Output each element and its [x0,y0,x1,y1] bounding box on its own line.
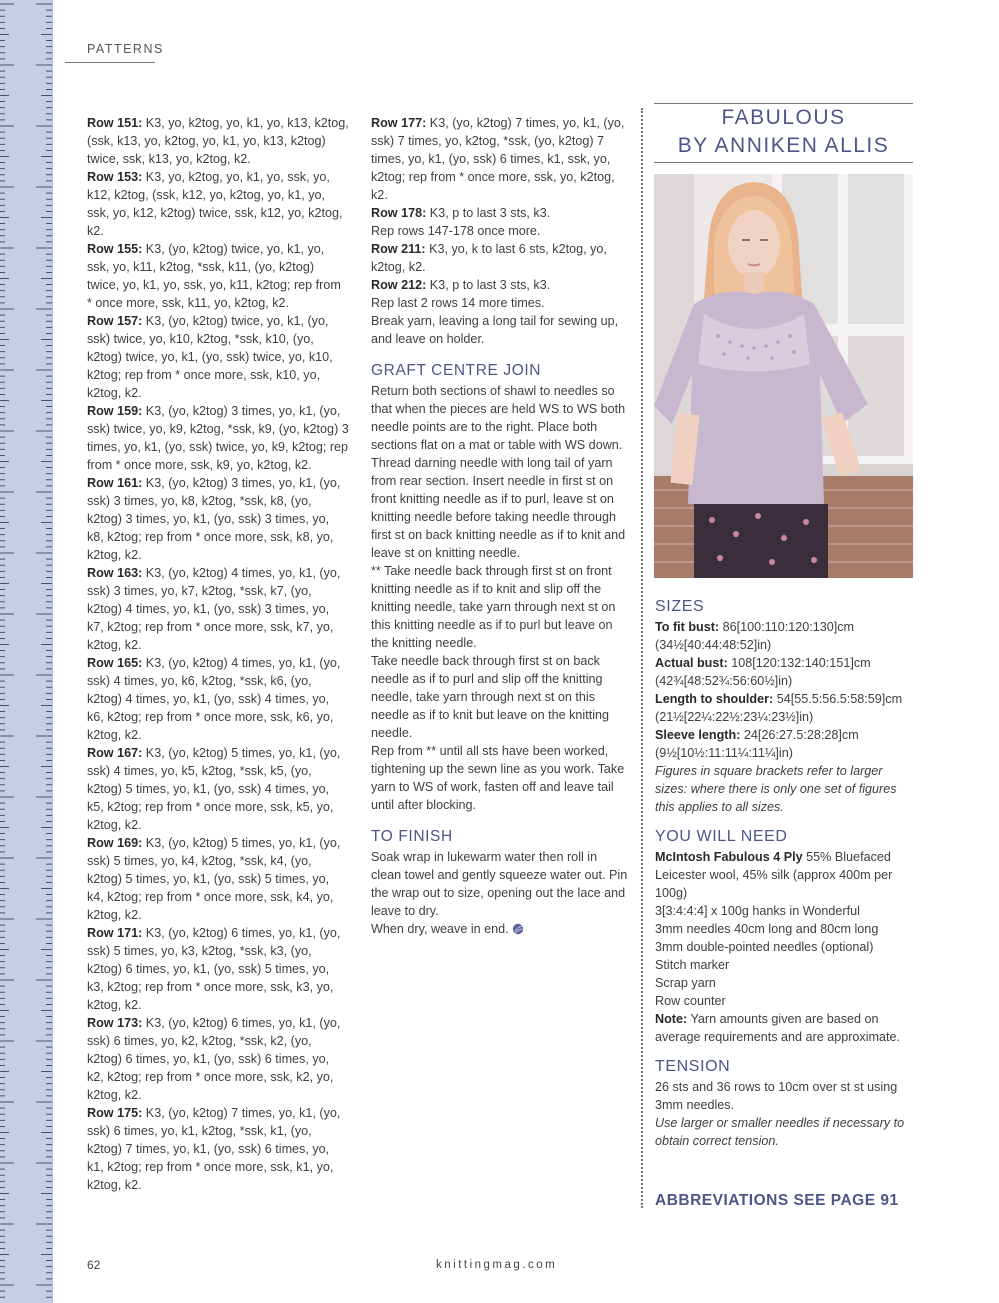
material-item: 3mm needles 40cm long and 80cm long [655,922,879,936]
pattern-row: Row 157: K3, (yo, k2tog) twice, yo, k1, (yo, ssk) twice, yo, k10, k2tog, *ssk, k10, (yo, k2tog) twice, yo, k1, (yo, ssk) twice, yo, k10, k2tog; rep from * once more, ssk, k10, yo, k2tog, k2. [87,314,333,400]
pattern-row: Row 151: K3, yo, k2tog, yo, k1, yo, k13, k2tog, (ssk, k13, yo, k2tog, yo, k1, yo, k13, k2tog) twice, ssk, k13, yo, k2tog, k2. [87,116,349,166]
pattern-row: Row 167: K3, (yo, k2tog) 5 times, yo, k1, (yo, ssk) 4 times, yo, k5, k2tog, *ssk, k5, (yo, k2tog) 5 times, yo, k1, (yo, ssk) 4 times, yo, k5, k2tog; rep from * once more, ssk, k5, yo, k2tog, k2. [87,746,341,832]
pattern-row: Row 211: K3, yo, k to last 6 sts, k2tog, yo, k2tog, k2. [371,242,607,274]
pattern-row: Row 212: K3, p to last 3 sts, k3. [371,278,551,292]
ruler-ticks [0,0,52,1303]
ruler-strip [0,0,53,1303]
pattern-row: Row 175: K3, (yo, k2tog) 7 times, yo, k1, (yo, ssk) 6 times, yo, k1, k2tog, *ssk, k1, (yo, k2tog) 7 times, yo, k1, (yo, ssk) 6 times, yo, k1, k2tog; rep from * once more, ssk, k1, yo, k2tog, k2. [87,1106,341,1192]
finish-heading: TO FINISH [371,828,453,845]
pattern-row: Break yarn, leaving a long tail for sewing up, and leave on holder. [371,314,619,346]
tension-note: Use larger or smaller needles if necessary to obtain correct tension. [655,1116,905,1148]
pattern-row: Row 153: K3, yo, k2tog, yo, k1, yo, ssk, yo, k12, k2tog, (ssk, k12, yo, k2tog, yo, k1, yo, ssk, yo, k12, k2tog) twice, ssk, k12, yo, k2tog, k2. [87,170,343,238]
column-divider [641,108,643,1208]
pattern-row: Row 159: K3, (yo, k2tog) 3 times, yo, k1, (yo, ssk) twice, yo, k9, k2tog, *ssk, k9, (yo, k2tog) 3 times, yo, k1, (yo, ssk) twice, yo, k9, k2tog; rep from * once more, ssk, k9, yo, k2tog, k2. [87,404,349,472]
pattern-row: Row 169: K3, (yo, k2tog) 5 times, yo, k1, (yo, ssk) 5 times, yo, k4, k2tog, *ssk, k4, (yo, k2tog) 5 times, yo, k1, (yo, ssk) 5 times, yo, k4, k2tog; rep from * once more, ssk, k4, yo, k2tog, k2. [87,836,341,922]
pattern-row: Row 178: K3, p to last 3 sts, k3. [371,206,551,220]
material-item: Scrap yarn [655,976,716,990]
page-number: 62 [87,1258,101,1272]
pattern-row: Row 177: K3, (yo, k2tog) 7 times, yo, k1, (yo, ssk) 7 times, yo, k2tog, *ssk, (yo, k2tog) 7 times, yo, k1, (yo, ssk) 6 times, k1, ssk, yo, k2tog; rep from * once more, ssk, yo, k2tog, k2. [371,116,625,202]
site-url: knittingmag.com [436,1259,558,1271]
materials-note: Note: Yarn amounts given are based on average requirements and are approximate. [655,1012,901,1044]
graft-paragraph: ** Take needle back through first st on front knitting needle as if to knit and slip off the knitting needle, take yarn through next st on this knitting needle as if to purl but leave on the knitting needle. [371,564,616,650]
section-rule [65,62,155,63]
graft-heading: GRAFT CENTRE JOIN [371,362,542,379]
sizes-heading: SIZES [655,598,705,615]
sizes-note: Figures in square brackets refer to larger sizes: where there is only one set of figures this applies to all sizes. [655,764,897,814]
title-rule [654,162,913,163]
designer-byline: BY ANNIKEN ALLIS [677,134,890,157]
graft-paragraph: Rep from ** until all sts have been worked, tightening up the sewn line as you work. Take yarn to WS of work, fasten off and leave tail until after blocking. [371,744,625,812]
material-item: 3mm double-pointed needles (optional) [655,940,874,954]
material-item: Stitch marker [655,958,730,972]
pattern-title: FABULOUS [721,106,846,129]
pattern-row: Row 163: K3, (yo, k2tog) 4 times, yo, k1, (yo, ssk) 3 times, yo, k7, k2tog, *ssk, k7, (yo, k2tog) 4 times, yo, k1, (yo, ssk) 3 times, yo, k7, k2tog; rep from * once more, ssk, k7, yo, k2tog, k2. [87,566,341,652]
materials-heading: YOU WILL NEED [655,828,788,845]
abbreviations-reference: ABBREVIATIONS SEE PAGE 91 [655,1192,899,1209]
size-line: Length to shoulder: 54[55.5:56.5:58:59]cm (21½[22¼:22½:23¼:23½]in) [655,692,903,724]
pattern-row: Rep rows 147-178 once more. [371,224,541,238]
graft-paragraph: Take needle back through first st on back needle as if to purl and slip off the knitting needle, take yarn through next st on this needle as if to knit but leave on the knitting needle. [371,654,610,740]
model-photo-illustration [654,174,913,578]
pattern-row: Row 155: K3, (yo, k2tog) twice, yo, k1, yo, ssk, yo, k11, k2tog, *ssk, k11, (yo, k2tog) twice, yo, k1, yo, ssk, yo, k11, k2tog; rep from * once more, ssk, k11, yo, k2tog, k2. [87,242,341,310]
section-label: PATTERNS [87,42,164,56]
pattern-row: Row 161: K3, (yo, k2tog) 3 times, yo, k1, (yo, ssk) 3 times, yo, k8, k2tog, *ssk, k8, (yo, k2tog) 3 times, yo, k1, (yo, ssk) 3 times, yo, k8, k2tog; rep from * once more, ssk, k8, yo, k2tog, k2. [87,476,341,562]
material-item: Row counter [655,994,726,1008]
graft-paragraph: Return both sections of shawl to needles so that when the pieces are held WS to WS both needle points are to the right. Place both sections flat on a mat or table with WS down. [371,384,626,452]
yarn-ball-icon [512,923,524,935]
size-line: To fit bust: 86[100:110:120:130]cm (34½[40:44:48:52]in) [655,620,855,652]
graft-paragraph: Thread darning needle with long tail of yarn from rear section. Insert needle in first st on front knitting needle as if to purl, leave st on knitting needle before taking needle through first st on back knitting needle as if to knit and leave st on knitting needle. [371,456,626,560]
tension-text: 26 sts and 36 rows to 10cm over st st using 3mm needles. [655,1080,898,1112]
title-rule [654,103,913,104]
size-line: Actual bust: 108[120:132:140:151]cm (42¾[48:52¾:56:60½]in) [655,656,871,688]
tension-heading: TENSION [655,1058,731,1075]
pattern-column-1 [87,114,349,1194]
material-item: 3[3:4:4:4] x 100g hanks in Wonderful [655,904,860,918]
finish-paragraph: When dry, weave in end. [371,920,629,938]
finish-paragraph: Soak wrap in lukewarm water then roll in clean towel and gently squeeze water out. Pin the wrap out to size, opening out the lace and leave to dry. [371,850,628,918]
model-photo [654,174,913,578]
pattern-info-sidebar [655,598,917,1150]
yarn-line: McIntosh Fabulous 4 Ply 55% Bluefaced Leicester wool, 45% silk (approx 400m per 100g) [655,850,893,900]
pattern-column-2 [371,114,629,938]
pattern-row: Row 173: K3, (yo, k2tog) 6 times, yo, k1, (yo, ssk) 6 times, yo, k2, k2tog, *ssk, k2, (yo, k2tog) 6 times, yo, k1, (yo, ssk) 6 times, yo, k2, k2tog; rep from * once more, ssk, k2, yo, k2tog, k2. [87,1016,341,1102]
pattern-row: Row 171: K3, (yo, k2tog) 6 times, yo, k1, (yo, ssk) 5 times, yo, k3, k2tog, *ssk, k3, (yo, k2tog) 6 times, yo, k1, (yo, ssk) 5 times, yo, k3, k2tog; rep from * once more, ssk, k3, yo, k2tog, k2. [87,926,341,1012]
pattern-row: Rep last 2 rows 14 more times. [371,296,545,310]
pattern-row: Row 165: K3, (yo, k2tog) 4 times, yo, k1, (yo, ssk) 4 times, yo, k6, k2tog, *ssk, k6, (yo, k2tog) 4 times, yo, k1, (yo, ssk) 4 times, yo, k6, k2tog; rep from * once more, ssk, k6, yo, k2tog, k2. [87,656,341,742]
size-line: Sleeve length: 24[26:27.5:28:28]cm (9½[10½:11:11¼:11¼]in) [655,728,859,760]
